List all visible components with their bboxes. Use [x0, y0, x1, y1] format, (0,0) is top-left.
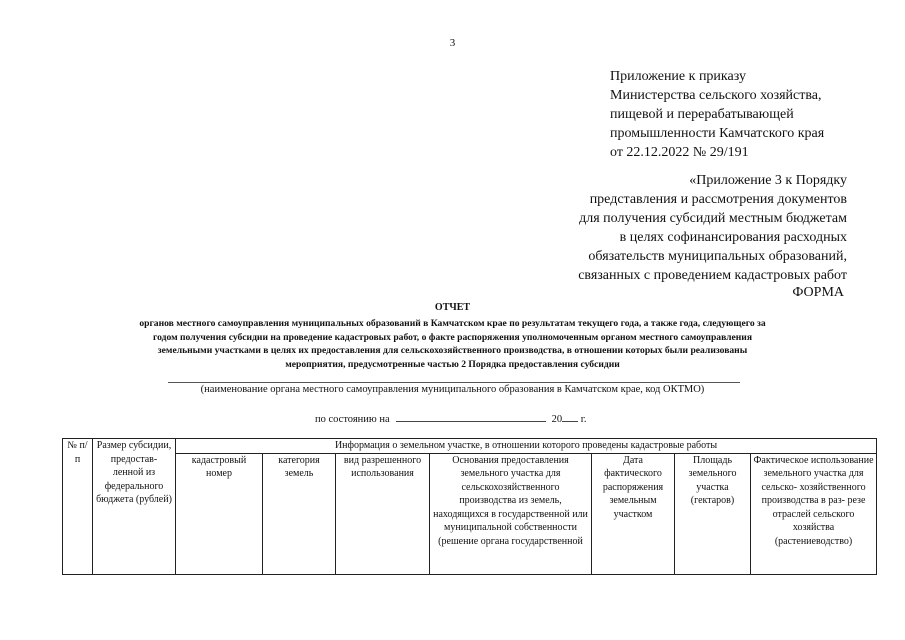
appendix-order-line: пищевой и перерабатывающей — [610, 107, 794, 122]
header-actual-use-cell — [751, 453, 877, 574]
header-number: № п/п — [67, 440, 88, 465]
as-of-year-suffix: г. — [580, 414, 587, 425]
header-land-category: категория земель — [278, 454, 320, 479]
appendix-procedure-line: обязательств муниципальных образований, — [588, 249, 847, 264]
page-number: 3 — [449, 37, 456, 49]
appendix-procedure-block — [578, 171, 847, 285]
header-number-cell — [63, 439, 93, 575]
org-name-fill-line[interactable] — [168, 382, 740, 383]
header-permitted-use: вид разрешенного использования — [343, 454, 422, 479]
header-cadastral-number: кадастровый номер — [191, 454, 247, 479]
appendix-procedure-line: «Приложение 3 к Порядку — [689, 173, 847, 188]
header-disposal-date-cell — [592, 453, 675, 574]
appendix-procedure-line: представления и рассмотрения документов — [589, 192, 847, 207]
appendix-procedure-line: в целях софинансирования расходных — [619, 230, 847, 245]
as-of-label: по состоянию на — [315, 414, 390, 425]
header-cadastral-number-cell — [176, 453, 263, 574]
header-land-category-cell — [263, 453, 336, 574]
appendix-procedure-line: для получения субсидий местным бюджетам — [579, 211, 847, 226]
header-permitted-use-cell — [336, 453, 430, 574]
appendix-order-block — [610, 67, 824, 162]
appendix-order-line: от 22.12.2022 № 29/191 — [610, 145, 749, 160]
header-disposal-date: Дата фактического распоряжения земельным участком — [602, 454, 664, 520]
header-subsidy-amount: Размер субсидии, предостав- ленной из федерального бюджета (рублей) — [96, 440, 172, 505]
header-area-cell — [675, 453, 751, 574]
org-name-caption: (наименование органа местного самоуправления муниципального образования в Камчатском крае, код ОКТМО) — [200, 384, 705, 395]
form-label: ФОРМА — [792, 285, 844, 300]
as-of-year-blank[interactable] — [562, 411, 578, 422]
report-subtitle-line: мероприятия, предусмотренные частью 2 Порядка предоставления субсидии — [285, 358, 620, 370]
as-of-date-row — [315, 411, 587, 425]
header-grounds: Основания предоставления земельного участка для сельскохозяйственного производства из земель, находящихся в государственной или муниципальной собственности (решение органа государственной — [433, 454, 588, 547]
appendix-order-line: Приложение к приказу — [610, 69, 746, 84]
header-actual-use: Фактическое использование земельного участка для сельско- хозяйственного производства в раз- резе отраслей сельского хозяйства (растениеводство) — [753, 454, 874, 547]
appendix-order-line: промышленности Камчатского края — [610, 126, 825, 141]
report-title: ОТЧЕТ — [434, 302, 471, 313]
header-area: Площадь земельного участка (гектаров) — [688, 454, 737, 506]
report-subtitle-line: органов местного самоуправления муниципальных образований в Камчатском крае по результатам текущего года, а также года, следующего за — [139, 318, 766, 329]
appendix-procedure-line: связанных с проведением кадастровых работ — [578, 268, 847, 283]
as-of-date-blank[interactable] — [396, 411, 546, 422]
appendix-order-line: Министерства сельского хозяйства, — [610, 88, 822, 103]
report-subtitle — [60, 317, 845, 371]
header-subsidy-cell — [93, 439, 176, 575]
as-of-year-prefix: 20 — [551, 414, 563, 425]
report-subtitle-line: годом получения субсидии на проведение кадастровых работ, о факте распоряжения уполномоченным органом местного самоуправления — [152, 331, 753, 343]
header-grounds-cell — [430, 453, 592, 574]
land-plot-table — [62, 438, 877, 575]
header-land-plot-info: Информация о земельном участке, в отношении которого проведены кадастровые работы — [176, 439, 877, 454]
report-subtitle-line: земельными участками в целях их предоставления для сельскохозяйственного производства, в отношении которых были реализованы — [157, 345, 748, 357]
